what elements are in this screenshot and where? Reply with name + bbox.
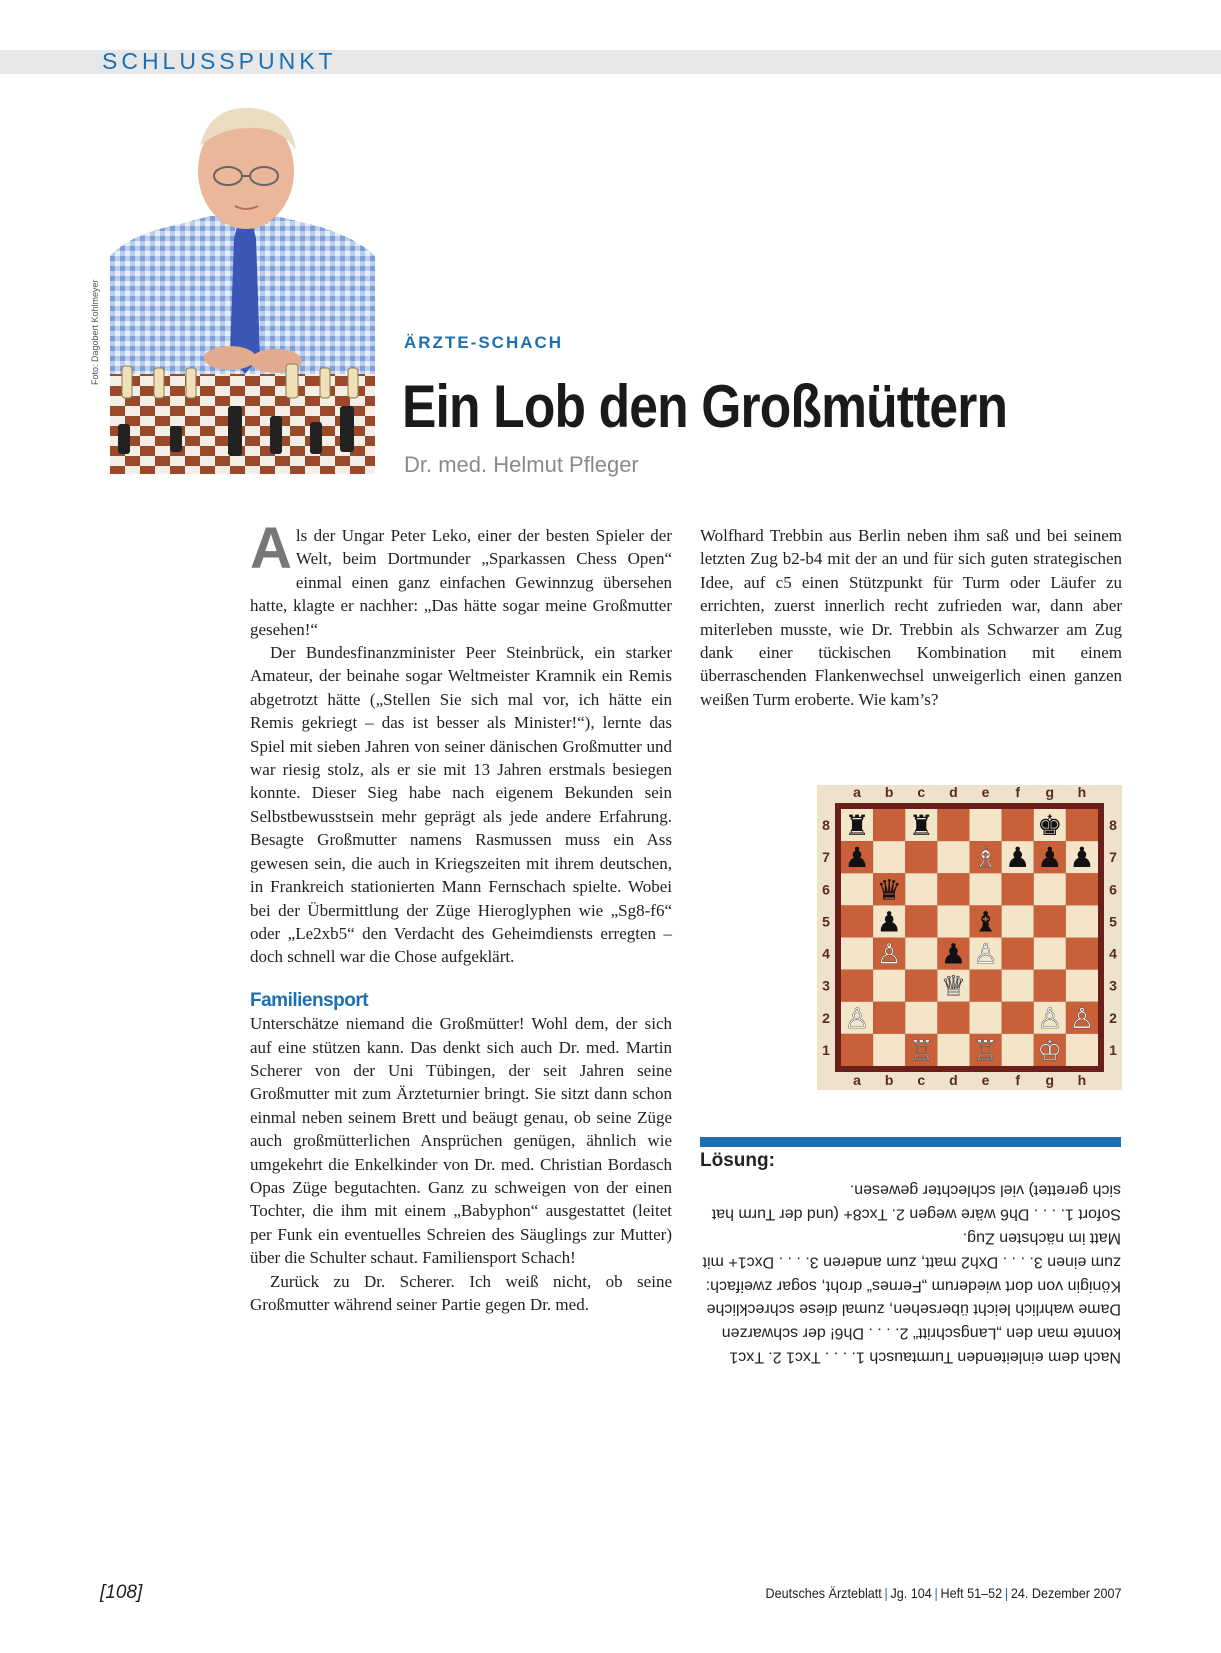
rank-label-2-right: 2 [1109,1009,1117,1026]
square-e2 [970,1002,1002,1034]
square-f2 [1002,1002,1034,1034]
square-d5 [937,905,969,937]
paragraph-intro-text: ls der Ungar Peter Leko, einer der besten Spieler der Welt, beim Dortmunder „Sparkassen Chess Open“ einmal einen ganz einfachen Gewinnzug übersehen hatte, klagte er nachher: „Das hätte sogar meine Großmutter gesehen!“ [250,526,672,639]
solution-paragraph-1: Nach dem einleitenden Turmtausch 1. . . . Txc1 2. Txc1 konnte man den „Langschritt“ 2. . . . Dh6! der schwarzen Dame wahrlich leicht übersehen, zumal diese schreckliche Königin von dort wiederum „Fernes“ droht, sogar zweifach: zum einen 3. . . . Dxh2 matt, zum anderen 3. . . . Dxc1+ mit Matt im nächsten Zug. [702,1229,1121,1366]
piece-d3: ♕ [940,969,966,1003]
rank-label-7-left: 7 [822,849,830,866]
square-d7 [937,841,969,873]
footer-date: 24. Dezember 2007 [1010,1585,1121,1601]
rank-label-3-right: 3 [1109,977,1117,994]
file-label-g-bottom: g [1045,1072,1055,1088]
square-c2 [905,1002,937,1034]
footer-issue: Heft 51–52 [940,1585,1002,1601]
paragraph-intro [250,516,672,641]
square-c3 [905,970,937,1002]
square-g3 [1034,970,1066,1002]
rank-label-4-left: 4 [822,945,830,962]
rank-label-1-right: 1 [1109,1041,1117,1058]
piece-e1: ♖ [973,1033,999,1067]
square-b8 [873,809,905,841]
chess-board [817,785,1122,1090]
file-label-a-top: a [853,785,861,800]
kicker: ÄRZTE-SCHACH [404,333,564,352]
square-h5 [1066,905,1098,937]
piece-c1: ♖ [908,1033,934,1067]
rank-label-6-right: 6 [1109,881,1117,898]
piece-c8: ♜ [908,809,934,843]
file-label-g-top: g [1045,785,1055,800]
piece-a8: ♜ [844,809,870,843]
square-c4 [905,938,937,970]
rank-label-3-left: 3 [822,977,830,994]
piece-a2: ♙ [844,1001,870,1035]
square-b7 [873,841,905,873]
square-c7 [905,841,937,873]
square-e6 [970,873,1002,905]
dropcap: A [250,516,292,581]
piece-e7: ♗ [973,841,999,875]
square-b3 [873,970,905,1002]
rank-label-5-left: 5 [822,913,830,930]
solution-text-upside-down [700,1178,1121,1368]
author-photo [110,106,375,474]
piece-g2: ♙ [1037,1001,1063,1035]
square-d6 [937,873,969,905]
file-label-e-bottom: e [981,1072,990,1088]
square-h8 [1066,809,1098,841]
piece-h7: ♟ [1069,841,1095,875]
square-a5 [841,905,873,937]
footer-journal: Deutsches Ärzteblatt [765,1585,882,1601]
square-b2 [873,1002,905,1034]
rank-label-6-left: 6 [822,881,830,898]
square-e8 [970,809,1002,841]
square-g6 [1034,873,1066,905]
article-column-right [700,524,1122,711]
paragraph-steinbrueck: Der Bundesfinanzminister Peer Steinbrück, ein starker Amateur, der beinahe sogar Weltmeister Kramnik ein Remis abgetrotzt hätte („Stellen Sie sich mal vor, ich hätte ein Remis gekriegt – das ist besser als Minister!“), lernte das Spiel mit sieben Jahren von seiner dänischen Großmutter und war riesig stolz, als er sie mit 13 Jahren erstmals besiegen konnte. Dieser Sieg habe nach eigenem Bekunden sein Selbstbewusstsein mehr geprägt als jede andere Erfahrung. Besagte Großmutter namens Rasmussen muss ein Ass gewesen sein, die auch in Kriegszeiten mit ihrem deutschen, in Frankreich stationierten Mann Fernschach spielte. Wobei bei der Übermittlung der Züge Hieroglyphen wie „Sg8-f6“ oder „Le2xb5“ den Verdacht des Geheimdiensts erregten – doch schnell war die Chose aufgeklärt. [250,643,672,967]
file-label-c-bottom: c [917,1072,926,1088]
journal-footer: Deutsches Ärzteblatt | Jg. 104 | Heft 51–52 | 24. Dezember 2007 [765,1585,1121,1601]
square-d8 [937,809,969,841]
square-e3 [970,970,1002,1002]
square-a6 [841,873,873,905]
square-a1 [841,1034,873,1066]
author-byline: Dr. med. Helmut Pfleger [404,452,639,477]
solution-rule [700,1137,1121,1147]
rank-label-1-left: 1 [822,1041,830,1058]
piece-g1: ♔ [1037,1033,1063,1067]
file-label-a-bottom: a [853,1072,861,1088]
piece-h2: ♙ [1069,1001,1095,1035]
square-c5 [905,905,937,937]
piece-g7: ♟ [1037,841,1063,875]
file-label-b-top: b [884,785,894,800]
piece-b4: ♙ [876,937,902,971]
paragraph-familiensport: Unterschätze niemand die Großmütter! Wohl dem, der sich auf eine stützen kann. Das denkt sich auch Dr. med. Martin Scherer von der Uni Tübingen, der seit Jahren seine Großmutter mit zum Ärzteturnier bringt. Sie sitzt dann schon einmal neben seinem Brett und beäugt genau, ob seine Züge auch großmütterlichen Ansprüchen genügen, ähnlich wie umgekehrt die Enkelkinder von Dr. med. Christian Bordasch Opas Züge begutachten. Ganz zu schweigen von der einen Tochter, die ihm mit einem „Babyphon“ ausgestattet (leitet per Funk ein eventuelles Schreien des Säuglings zur Mutter) über die Schulter schaut. Familiensport Schach! [250,1014,672,1268]
square-h4 [1066,938,1098,970]
square-h3 [1066,970,1098,1002]
square-f1 [1002,1034,1034,1066]
piece-b5: ♟ [876,905,902,939]
square-d1 [937,1034,969,1066]
square-d2 [937,1002,969,1034]
piece-b6: ♛ [876,873,902,907]
paragraph-trebbin: Wolfhard Trebbin aus Berlin neben ihm saß und bei seinem letzten Zug b2-b4 mit der an und für sich guten strategischen Idee, auf c5 einen Stützpunkt für Turm oder Läufer zu errichten, zuerst innerlich recht zufrieden war, dann aber miterleben musste, wie Dr. Trebbin als Schwarzer am Zug dank einer tückischen Kombination mit einem überraschenden Flankenwechsel unweigerlich einen ganzen weißen Turm eroberte. Wie kam’s? [700,526,1122,709]
file-label-d-bottom: d [949,1072,958,1088]
file-label-f-top: f [1015,785,1021,800]
file-label-h-bottom: h [1077,1072,1087,1088]
square-c6 [905,873,937,905]
footer-volume: Jg. 104 [889,1585,932,1601]
file-label-d-top: d [949,785,958,800]
rank-label-2-left: 2 [822,1009,830,1026]
piece-g8: ♚ [1037,809,1063,843]
article-column-left [250,516,672,1316]
file-label-h-top: h [1077,785,1087,800]
square-h1 [1066,1034,1098,1066]
square-a4 [841,938,873,970]
square-g5 [1034,905,1066,937]
rank-label-8-left: 8 [822,817,830,834]
file-label-c-top: c [917,785,926,800]
photo-credit: Foto: Dagobert Kohlmeyer [90,279,100,385]
page-number: [108] [100,1582,143,1603]
square-h6 [1066,873,1098,905]
rank-label-5-right: 5 [1109,913,1117,930]
headline: Ein Lob den Großmüttern [402,373,1008,440]
piece-e4: ♙ [973,937,999,971]
file-label-f-bottom: f [1015,1072,1021,1088]
square-a3 [841,970,873,1002]
chess-diagram [817,785,1122,1090]
file-label-e-top: e [981,785,990,800]
subhead-familiensport: Familiensport [250,989,369,1011]
square-g4 [1034,938,1066,970]
square-f8 [1002,809,1034,841]
square-f5 [1002,905,1034,937]
solution-paragraph-2: Sofort 1. . . . Dh6 wäre wegen 2. Txc8+ (und der Turm hat sich gerettet) viel schlechter gewesen. [711,1181,1121,1223]
piece-e5: ♝ [973,905,999,939]
square-f6 [1002,873,1034,905]
solution-title: Lösung: [700,1150,775,1171]
square-f3 [1002,970,1034,1002]
square-f4 [1002,938,1034,970]
rank-label-4-right: 4 [1109,945,1117,962]
square-b1 [873,1034,905,1066]
piece-f7: ♟ [1005,841,1031,875]
paragraph-scherer: Zurück zu Dr. Scherer. Ich weiß nicht, ob seine Großmutter während seiner Partie gegen Dr. med. [250,1271,672,1314]
piece-a7: ♟ [844,841,870,875]
piece-d4: ♟ [940,937,966,971]
section-label: SCHLUSSPUNKT [102,48,337,74]
file-label-b-bottom: b [884,1072,894,1088]
rank-label-8-right: 8 [1109,817,1117,834]
rank-label-7-right: 7 [1109,849,1117,866]
